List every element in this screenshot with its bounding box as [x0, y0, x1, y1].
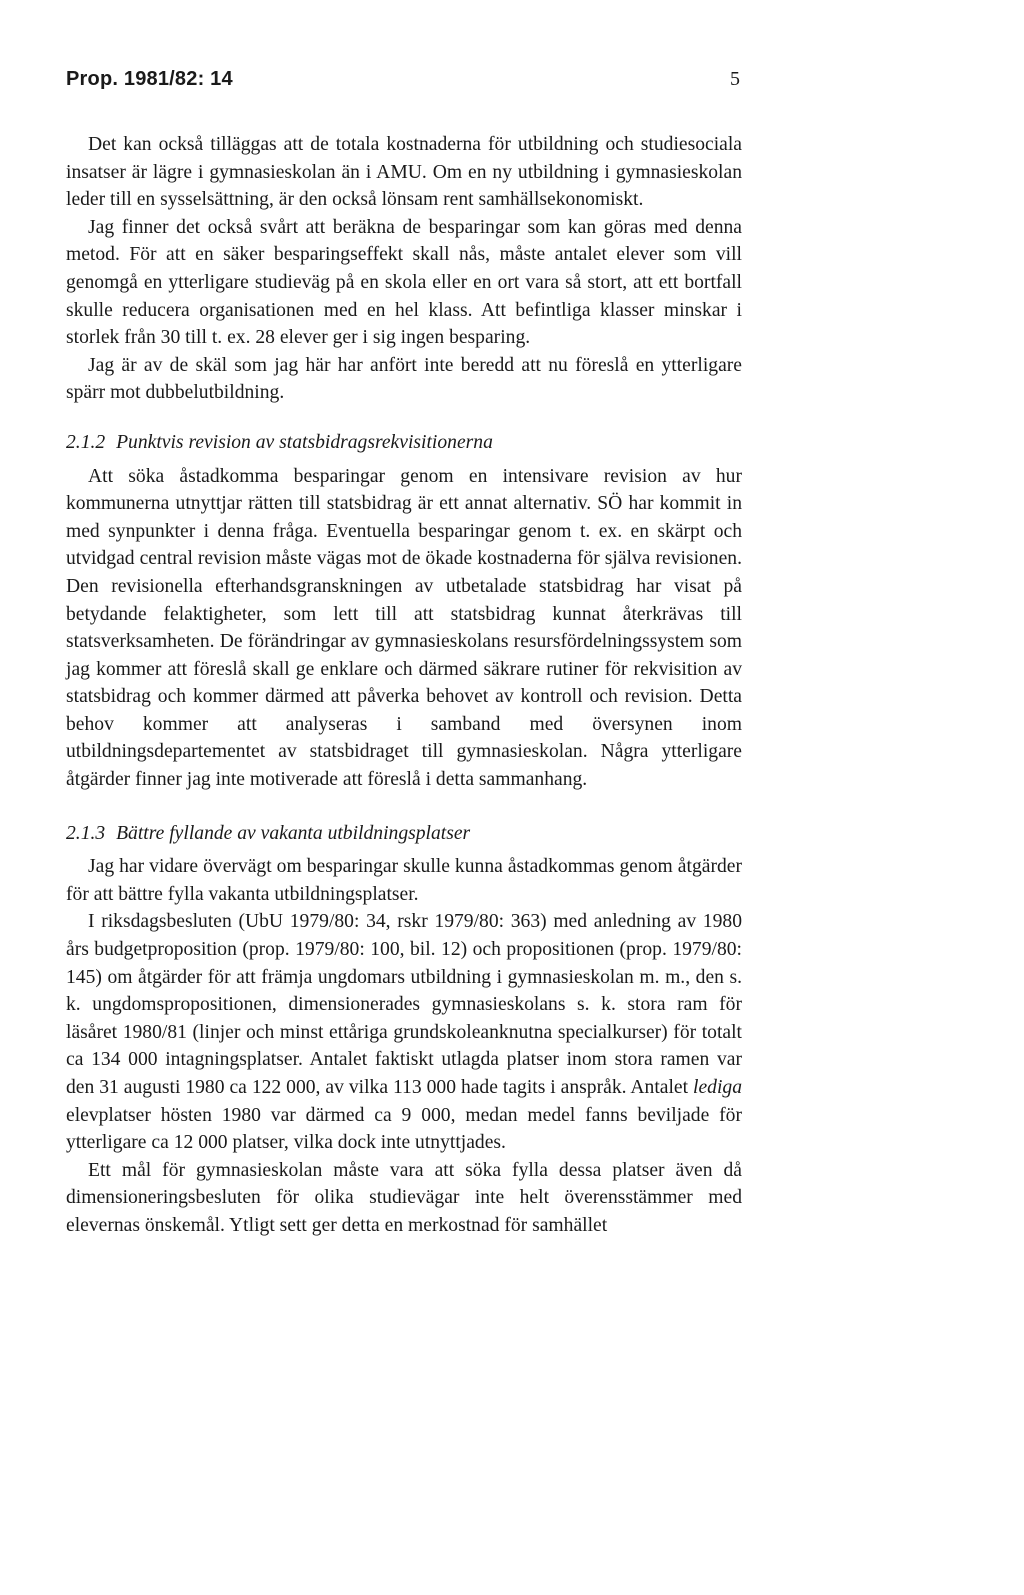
- page-header: [66, 68, 740, 98]
- section-heading-2-1-2: [66, 429, 742, 457]
- section-title: Punktvis revision av statsbidragsrekvisitionerna: [116, 431, 493, 453]
- emphasis-lediga: lediga: [693, 1077, 742, 1098]
- paragraph-riksdag-decisions: [66, 908, 742, 1156]
- running-head: Prop. 1981/82: 14: [66, 68, 233, 90]
- paragraph-savings-method: Jag finner det också svårt att beräkna de besparingar som kan göras med denna metod. För att en säker besparingseffekt skall nås, måste antalet elever som vill genomgå en ytterligare studieväg på en skola eller en ort vara så stort, att ett bortfall skulle reducera organisationen med en hel klass. Att befintliga klasser minskar i storlek från 30 till t. ex. 28 elever ger i sig ingen besparing.: [66, 216, 742, 349]
- section-number: 2.1.3: [66, 822, 106, 844]
- section-title: Bättre fyllande av vakanta utbildningsplatser: [116, 822, 471, 844]
- paragraph-vacant-intro: Jag har vidare övervägt om besparingar skulle kunna åstadkommas genom åtgärder för att bättre fylla vakanta utbildningsplatser.: [66, 856, 742, 905]
- page-number: 5: [730, 68, 740, 90]
- paragraph-conclusion: Jag är av de skäl som jag här har anfört inte beredd att nu föreslå en ytterligare spärr mot dubbelutbildning.: [66, 354, 742, 404]
- text-segment: I riksdagsbesluten (UbU 1979/80: 34, rskr 1979/80: 363) med anledning av 1980 års budgetproposition (prop. 1979/80: 100, bil. 12) och propositionen (prop. 1979/80: 145) om åtgärder för att främja ungdomars utbildning i gymnasieskolan m. m., den s. k. ungdomspropositionen, dimensionerades gymnasieskolans s. k. stora ram för läsåret 1980/81 (linjer och minst ettåriga grundskoleanknutna specialkurser) för totalt ca 134 000 intagningsplatser. Antalet faktiskt utlagda platser inom stora ramen var den 31 augusti 1980 ca 122 000, av vilka 113 000 hade tagits i anspråk. Antalet: [66, 911, 742, 1098]
- body-text: [66, 131, 742, 1240]
- paragraph-goal: Ett mål för gymnasieskolan måste vara att söka fylla dessa platser även då dimensioneringsbesluten för olika studievägar inte helt överensstämmer med elevernas önskemål. Ytligt sett ger detta en merkostnad för samhället: [66, 1159, 742, 1236]
- paragraph-cost: Det kan också tilläggas att de totala kostnaderna för utbildning och studiesociala insatser är lägre i gymnasieskolan än i AMU. Om en ny utbildning i gymnasieskolan leder till en sysselsättning, är den också lönsam rent samhällsekonomiskt.: [66, 134, 742, 211]
- section-number: 2.1.2: [66, 431, 106, 453]
- paragraph-revision: Att söka åstadkomma besparingar genom en intensivare revision av hur kommunerna utnyttjar rätten till statsbidrag är ett annat alternativ. SÖ har kommit in med synpunkter i denna fråga. Eventuella besparingar genom t. ex. en skärpt och utvidgad central revision måste vägas mot de ökade kostnaderna för själva revisionen. Den revisionella efterhandsgranskningen av utbetalade statsbidrag har visat på betydande felaktigheter, som lett till att statsbidrag kunnat återkrävas till statsverksamheten. De förändringar av gymnasieskolans resursfördelningssystem som jag kommer att föreslå skall ge enklare och därmed säkrare rutiner för rekvisition av statsbidrag och kommer därmed att påverka behovet av kontroll och revision. Detta behov kommer att analyseras i samband med översynen inom utbildningsdepartementet av statsbidraget till gymnasieskolan. Några ytterligare åtgärder finner jag inte motiverade att föreslå i detta sammanhang.: [66, 465, 742, 791]
- section-heading-2-1-3: [66, 820, 742, 848]
- text-segment: elevplatser hösten 1980 var därmed ca 9 000, medan medel fanns beviljade för ytterligare ca 12 000 platser, vilka dock inte utnyttjades.: [66, 1104, 742, 1154]
